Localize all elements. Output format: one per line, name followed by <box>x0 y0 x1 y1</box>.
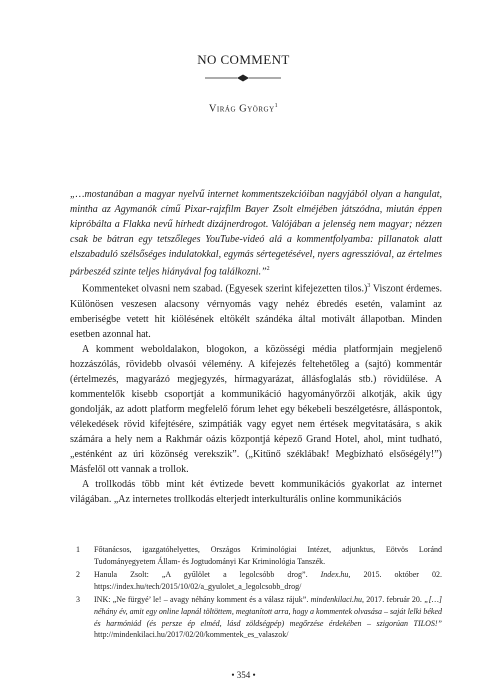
footnote-number: 3 <box>76 595 80 605</box>
footnote-date: , 2017. február 20. <box>361 595 425 605</box>
paragraph-1-text-a: Kommenteket olvasni nem szabad. (Egyesek szerint kifejezetten tilos.) <box>82 283 368 295</box>
footnote-number: 2 <box>76 570 80 580</box>
footnote-number: 1 <box>76 545 80 554</box>
epigraph-quote <box>70 187 442 279</box>
footnote-url[interactable]: http://mindenkilaci.hu/2017/02/20/kommentek_es_valaszok/ <box>94 630 289 640</box>
epigraph-note-ref: 2 <box>266 266 270 272</box>
footnote-text: INK: „Ne fürgyé’ le! – avagy néhány komment és a válasz rájuk”. <box>94 595 311 605</box>
footnote-source: Index.hu <box>320 570 349 580</box>
footnote-text-cont[interactable]: , 2015. október 02. https://index.hu/tech/2015/10/02/a_gyulolet_a_legolcsobb_drog/ <box>94 570 442 591</box>
author-text: Virág György <box>208 103 275 115</box>
chapter-title: NO COMMENT <box>197 52 290 67</box>
page-number: • 354 • <box>231 670 256 680</box>
footnote-2 <box>70 569 442 592</box>
footnote-text: Hanula Zsolt: „A gyűlölet a legolcsóbb drog”. <box>94 570 321 580</box>
paragraph-1-text-b: Viszont érdemes. Különösen veszesen alacsony vérnyomás vagy nehéz ébredés esetén, valamint az emberiségbe vetett hit kiölésének eltökélt szándéka által motivált állapotban. Minden esetben azonnal hat. <box>70 283 442 340</box>
epigraph-text: „…mostanában a magyar nyelvű internet kommentszekcióiban nagyjából olyan a hangulat, mintha az Agymanók című Pixar-rajzfilm Bayer Zsolt elméjében játszódna, miután éppen kipróbálta a Flakka nevű hírhedt dizájnerdrogot. Valójában a jelenség nem magyar; nézzen csak be bátran egy tetszőleges YouTube-videó alá a kommentfolyamba: pillanatok alatt elszabaduló szélsőséges indulatokkal, egymás sértegetésével, nyers agresszióval, az értelmes párbeszéd szinte teljes hiányával fog találkozni.” <box>70 189 442 278</box>
title-ornament <box>203 73 283 83</box>
paragraph-2: A komment weboldalakon, blogokon, a közösségi média platformjain megjelenő hozzászólás, rövidebb olvasói vélemény. A kifejezés feltehetőleg a (sajtó) kommentár (értelmezés, magyarázó megjegyzés, hírmagyarázat, állásfoglalás stb.) rövidülése. A kommentelők kisebb csoportját a kommunikáció hagyományőrzői alkotják, akik úgy gondolják, az adott platform megfelelő fórum lehet egy békebeli beszélgetésre, álláspontok, vélekedések rövid kifejtésére, szimpátiák vagy egyet nem értések megvitatására, s akik számára a hely nem a Rakhmár oázis központjá képező Grand Hotel, ahol, mint tudható, „esténként az úri közönség verekszik”. („Kitűnő széklábak! Megbízható elsőségély!”) Másfelől ott vannak a trollok. <box>70 343 442 475</box>
author-note-ref: 1 <box>274 103 279 109</box>
footnote-1 <box>70 544 442 567</box>
footnote-quote: „[…] néhány év, amit egy online lapnál töltöttem, megtanított arra, hogy a kommentek olvasása – saját lelki béked és harmóniád (és persze ép elméd, lásd zöldségpép) megőrzése érdekében – szigorúan TILOS!” <box>94 595 442 628</box>
author-name <box>0 103 487 115</box>
footnote-source: mindenkilaci.hu <box>310 595 362 605</box>
footnote-3 <box>70 594 442 640</box>
paragraph-3: A trollkodás több mint két évtizede bevett kommunikációs gyakorlat az internet világában. „Az internetes trollkodás elterjedt interkulturális online kommunikációs <box>70 478 442 505</box>
article-body <box>70 187 442 507</box>
paragraph-1 <box>70 279 442 341</box>
paragraph-1-note-ref: 3 <box>367 283 371 290</box>
footnote-text: Főtanácsos, igazgatóhelyettes, Országos Kriminológiai Intézet, adjunktus, Eötvös Loránd Tudományegyetem Állam- és Jogtudományi Kar Kriminológia Tanszék. <box>94 545 442 566</box>
footnotes <box>70 544 442 643</box>
